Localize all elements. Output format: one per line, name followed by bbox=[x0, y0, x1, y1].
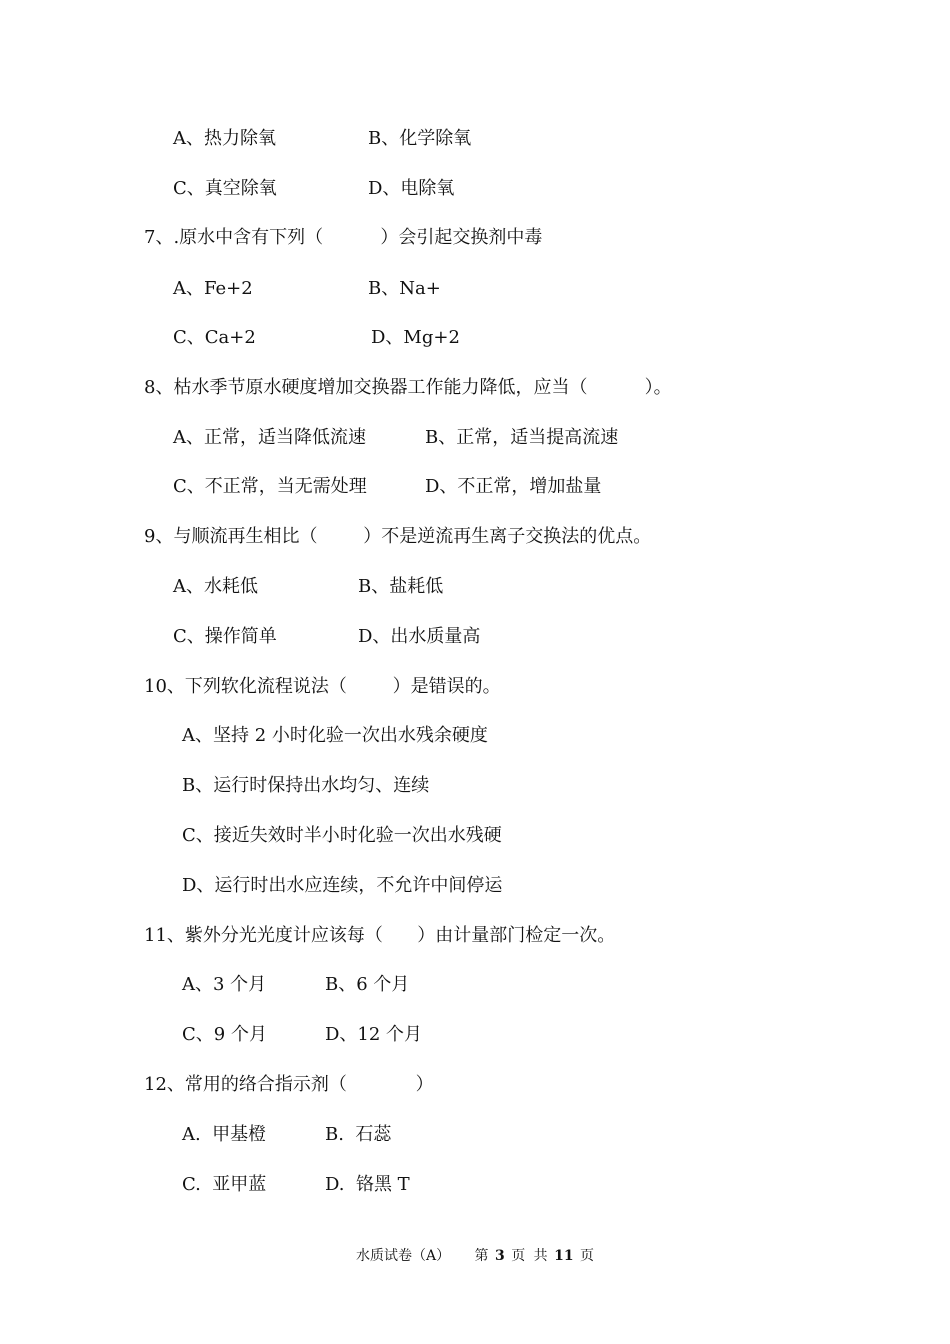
option-a: A、水耗低 bbox=[173, 576, 258, 597]
option-d: D、12 个月 bbox=[325, 1024, 423, 1045]
question-7: 7、.原水中含有下列（ ）会引起交换剂中毒 bbox=[144, 227, 543, 248]
question-10: 10、下列软化流程说法（ ）是错误的。 bbox=[144, 676, 501, 697]
option-d: D、电除氧 bbox=[368, 178, 455, 199]
option-b: B. 石蕊 bbox=[325, 1124, 392, 1145]
footer-ye: 页 bbox=[511, 1248, 526, 1264]
option-d: D、不正常，增加盐量 bbox=[425, 476, 602, 497]
option-c: C、接近失效时半小时化验一次出水残硬 bbox=[182, 825, 502, 846]
option-d: D、Mg+2 bbox=[371, 327, 460, 348]
option-c: C、操作简单 bbox=[173, 626, 277, 647]
option-b: B、正常，适当提高流速 bbox=[425, 427, 619, 448]
option-b: B、6 个月 bbox=[325, 974, 410, 995]
option-d: D、出水质量高 bbox=[358, 626, 481, 647]
option-c: C、真空除氧 bbox=[173, 178, 277, 199]
footer-ye2: 页 bbox=[580, 1248, 595, 1264]
footer-title: 水质试卷（A） bbox=[355, 1248, 451, 1264]
option-b: B、盐耗低 bbox=[358, 576, 444, 597]
footer-page-number: 3 bbox=[494, 1248, 505, 1264]
option-a: A. 甲基橙 bbox=[182, 1124, 267, 1145]
option-a: A、正常，适当降低流速 bbox=[173, 427, 366, 448]
question-8: 8、枯水季节原水硬度增加交换器工作能力降低，应当（ ）。 bbox=[144, 377, 672, 398]
option-a: A、Fe+2 bbox=[173, 278, 253, 299]
option-a: A、坚持 2 小时化验一次出水残余硬度 bbox=[182, 725, 488, 746]
option-b: B、化学除氧 bbox=[368, 128, 472, 149]
option-a: A、3 个月 bbox=[182, 974, 267, 995]
footer-gong: 共 bbox=[533, 1248, 548, 1264]
option-b: B、Na+ bbox=[368, 278, 441, 299]
option-c: C. 亚甲蓝 bbox=[182, 1174, 267, 1195]
option-d: D、运行时出水应连续，不允许中间停运 bbox=[182, 875, 503, 896]
option-c: C、9 个月 bbox=[182, 1024, 267, 1045]
option-c: C、不正常，当无需处理 bbox=[173, 476, 367, 497]
question-9: 9、与顺流再生相比（ ）不是逆流再生离子交换法的优点。 bbox=[144, 526, 652, 547]
option-c: C、Ca+2 bbox=[173, 327, 256, 348]
footer-di: 第 bbox=[474, 1248, 489, 1264]
footer-total-pages: 11 bbox=[554, 1248, 574, 1264]
page-footer bbox=[0, 1246, 950, 1266]
question-12: 12、常用的络合指示剂（ ） bbox=[144, 1074, 434, 1095]
question-11: 11、紫外分光光度计应该每（ ）由计量部门检定一次。 bbox=[144, 925, 616, 946]
option-b: B、运行时保持出水均匀、连续 bbox=[182, 775, 430, 796]
option-d: D. 铬黑 T bbox=[325, 1174, 410, 1195]
option-a: A、热力除氧 bbox=[173, 128, 276, 149]
